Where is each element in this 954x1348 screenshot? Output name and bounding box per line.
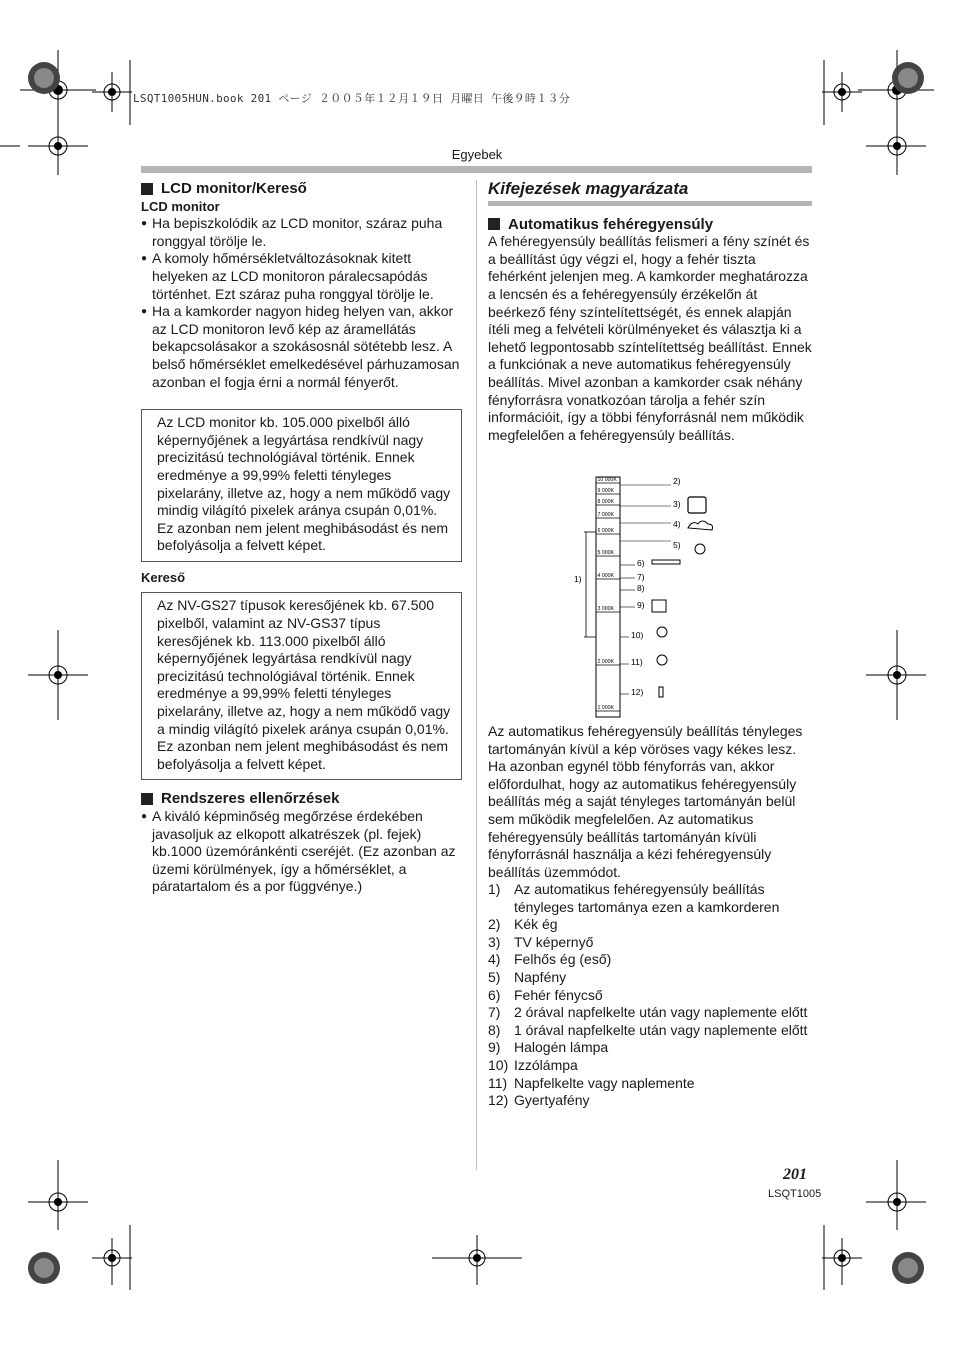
tv-icon [688, 497, 706, 513]
marker-label: 12) [631, 687, 644, 697]
cloud-icon [688, 521, 713, 530]
scale-label: 8 000K [597, 499, 614, 505]
scale-label: 6 000K [597, 528, 614, 534]
page-number: 201 [783, 1166, 807, 1183]
legend-item [488, 1075, 812, 1093]
marker-label: 6) [637, 558, 645, 568]
legend-number: 12) [488, 1092, 509, 1109]
legend-number: 4) [488, 951, 501, 968]
bulb-icon [657, 627, 667, 637]
lcd-bullet: ● Ha bepiszkolódik az LCD monitor, száraz puha ronggyal törölje le. [141, 215, 463, 250]
scale-label: 10 000K [597, 477, 617, 483]
legend-number: 11) [488, 1074, 508, 1091]
scale-label: 7 000K [597, 512, 614, 518]
legend-text: 2 órával napfelkelte után vagy naplemente előtt [514, 1004, 808, 1021]
lcd-bullet: ● Ha a kamkorder nagyon hideg helyen van, akkor az LCD monitoron levő kép az áramellátás bekapcsolásakor a szokásosnál sötétebb lesz. A belső hőmérséklet emelkedésével párhuzamosan azonban el fogja érni a normál fényerőt. [141, 303, 463, 391]
legend-number: 10) [488, 1056, 509, 1073]
marker-label: 10) [631, 630, 644, 640]
scale-label: 5 000K [597, 550, 614, 556]
marker-label: 4) [673, 519, 681, 529]
column-divider [476, 180, 477, 1170]
legend-item [488, 1039, 812, 1057]
section-title: Egyebek [451, 147, 503, 162]
awb-heading: Automatikus fehéregyensúly [488, 216, 812, 234]
fluorescent-icon [652, 560, 680, 564]
color-temperature-diagram [574, 474, 730, 719]
left-column [141, 180, 463, 896]
legend-number: 1) [488, 881, 501, 897]
scale-label: 9 000K [597, 488, 614, 494]
candle-icon [659, 687, 663, 697]
maintenance-heading: Rendszeres ellenőrzések [141, 790, 463, 808]
sun-icon [695, 544, 705, 554]
legend-item [488, 987, 812, 1005]
right-column [488, 180, 812, 444]
viewfinder-subheading: Kereső [141, 569, 186, 585]
legend-text: Napfelkelte vagy naplemente [514, 1074, 695, 1091]
legend-text: Az automatikus fehéregyensúly beállítás tényleges tartománya ezen a kamkorderen [514, 881, 780, 915]
marker-label: 8) [637, 583, 645, 593]
maintenance-bullet: ● A kiváló képminőség megőrzése érdekében javasoljuk az elkopott alkatrészek (pl. fejek) kb.1000 üzemóránkénti cseréjét. (Ez azonban az üzemi körülmények, így a hőmérséklet, a páratartalom és a por függvénye.) [141, 808, 463, 896]
legend-item [488, 969, 812, 987]
square-bullet-icon [141, 793, 153, 805]
legend-text: Felhős ég (eső) [514, 951, 612, 968]
square-bullet-icon [141, 183, 153, 195]
legend-item [488, 934, 812, 952]
legend-item [488, 1057, 812, 1075]
legend-number: 6) [488, 986, 501, 1003]
title-rule [488, 201, 812, 206]
legend-item [488, 916, 812, 934]
scale-label: 4 000K [597, 573, 614, 579]
viewfinder-pixel-note: Az NV-GS27 típusok keresőjének kb. 67.500 pixelből, valamint az NV-GS37 típus keresőjének kb. 113.000 pixelből álló képernyőjének legyártása rendkívül nagy precizitású technológiával történik. Ennek eredménye a 99,99% feletti tényleges pixelarány, illetve az, hogy a nem működő vagy a mindig világító pixelek aránya csupán 0,01%. Ez azonban nem jelent meghibásodást és nem befolyásolja a felvett képet. [141, 592, 462, 780]
marker-label: 7) [637, 572, 645, 582]
marker-label: 11) [631, 657, 643, 667]
halogen-icon [652, 600, 666, 612]
legend-text: Halogén lámpa [514, 1039, 609, 1056]
legend-number: 5) [488, 968, 501, 985]
legend-number: 2) [488, 916, 501, 933]
legend-text: Napfény [514, 968, 567, 985]
legend-number: 9) [488, 1039, 501, 1056]
scale-label: 1 000K [597, 705, 614, 711]
header-rule [141, 166, 812, 173]
legend-text: 1 órával napfelkelte után vagy naplemente előtt [514, 1021, 808, 1038]
lcd-heading: LCD monitor/Kereső [141, 180, 463, 198]
legend-text: Kék ég [514, 916, 558, 933]
doc-code: LSQT1005 [768, 1188, 822, 1200]
marker-label: 1) [574, 574, 582, 584]
legend-item [488, 951, 812, 969]
legend-number: 8) [488, 1021, 501, 1038]
legend-item [488, 881, 812, 916]
legend-number: 7) [488, 1004, 501, 1021]
lcd-pixel-note: Az LCD monitor kb. 105.000 pixelből álló képernyőjének a legyártása rendkívül nagy precizitású technológiával történik. Ennek eredménye a 99,99% feletti tényleges pixelarány, illetve az, hogy a nem működő vagy mindig világító pixelek aránya csupán 0,01%. Ez azonban nem jelent meghibásodást és nem befolyásolja a felvett képet. [141, 409, 462, 562]
sunset-icon [657, 655, 667, 665]
awb-paragraph-2: Az automatikus fehéregyensúly beállítás tényleges tartományán kívül a kép vöröses vagy kékes lesz. Ha azonban egynél több fényforrás van, akkor előfordulhat, hogy az automatikus fehéregyensúly beállítás még a saját tényleges tartományán belül sem működik megfelelően. Az automatikus fehéregyensúly beállítás tartományán kívüli fényforrásnál használja a kézi fehéregyensúly beállítás üzemmódot. [488, 723, 803, 880]
legend-text: Izzólámpa [514, 1056, 578, 1073]
legend-text: TV képernyő [514, 933, 594, 950]
legend-text: Gyertyafény [514, 1092, 590, 1109]
marker-label: 2) [673, 476, 681, 486]
lcd-subheading: LCD monitor [141, 198, 220, 214]
legend-item [488, 1092, 812, 1110]
file-meta-line: LSQT1005HUN.book 201 ページ ２００５年１２月１９日 月曜日 午後９時１３分 [133, 92, 571, 105]
marker-label: 3) [673, 499, 681, 509]
legend-number: 3) [488, 933, 501, 950]
glossary-title: Kifejezések magyarázata [488, 179, 689, 198]
legend-item [488, 1004, 812, 1022]
marker-label: 5) [673, 540, 681, 550]
legend-list [488, 881, 812, 1110]
scale-label: 3 000K [597, 606, 614, 612]
awb-paragraph: A fehéregyensúly beállítás felismeri a fény színét és a beállítást úgy végzi el, hogy a fehér tiszta fehérként jelenjen meg. A kamkorder meghatározza a lencsén és a fehéregyensúly érzékelőn át beérkező fény színtelítettségét, és ennek alapján ítéli meg a felvételi körülményeket és választja ki a lehető legpontosabb színtelítettség beállítást. Ennek a funkciónak a neve automatikus fehéregyensúly beállítás. Mivel azonban a kamkorder csak néhány fényforrásra vonatkozóan tárolja a fehér szín információit, így a többi fényforrásnál nem működik megfelelően a fehéregyensúly beállítás. [488, 233, 812, 443]
marker-label: 9) [637, 600, 645, 610]
square-bullet-icon [488, 218, 500, 230]
legend-item [488, 1022, 812, 1040]
scale-label: 2 000K [597, 659, 614, 665]
lcd-bullet: ● A komoly hőmérsékletváltozásoknak kitett helyeken az LCD monitoron páralecsapódás történhet. Ezt száraz puha ronggyal törölje le. [141, 250, 463, 303]
legend-text: Fehér fénycső [514, 986, 603, 1003]
